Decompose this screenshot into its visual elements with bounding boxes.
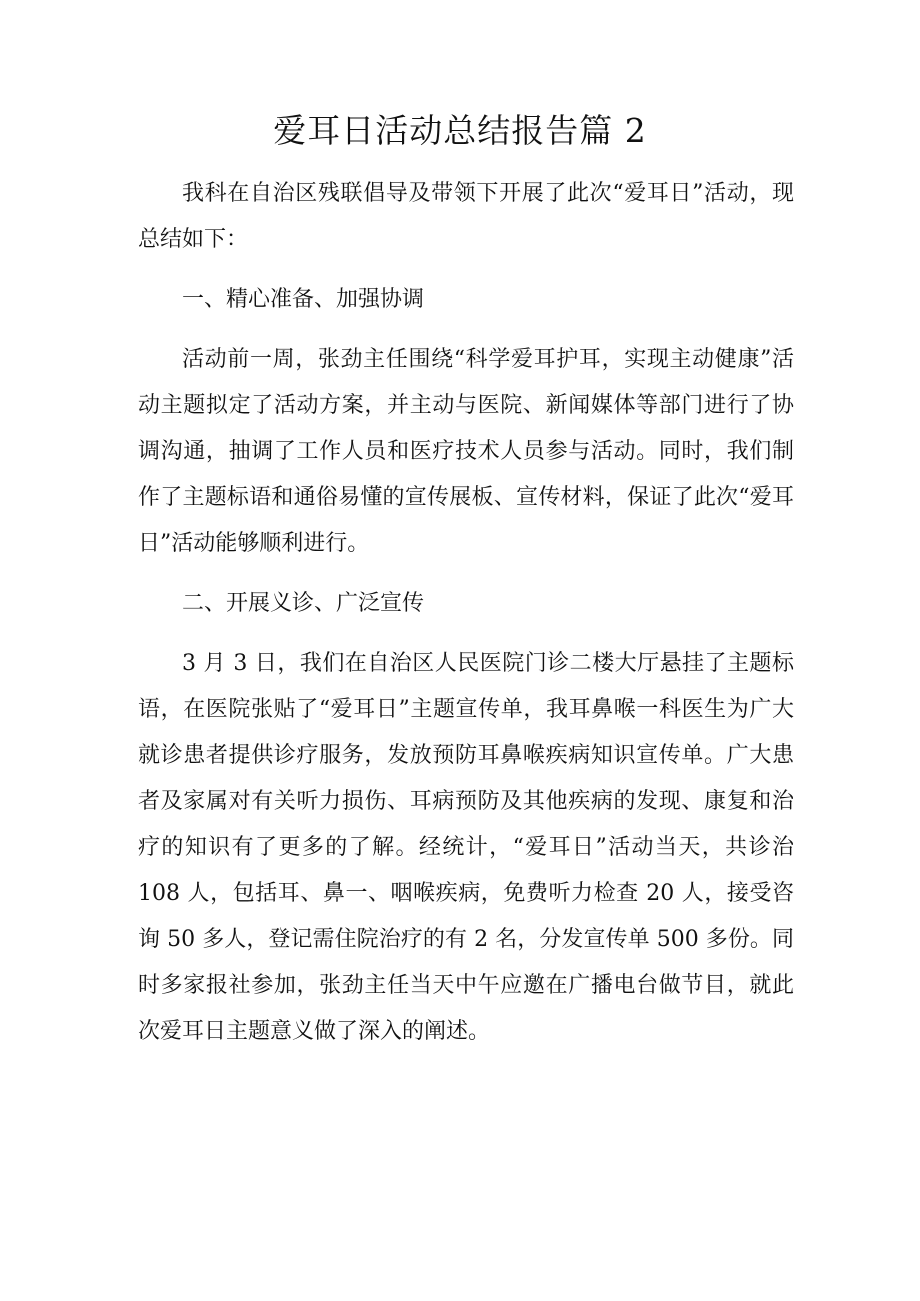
section-2-paragraph: 3 月 3 日，我们在自治区人民医院门诊二楼大厅悬挂了主题标语，在医院张贴了“爱耳日”主题宣传单，我耳鼻喉一科医生为广大就诊患者提供诊疗服务，发放预防耳鼻喉疾病知识宣传单。广大患者及家属对有关听力损伤、耳病预防及其他疾病的发现、康复和治疗的知识有了更多的了解。经统计，“爱耳日”活动当天，共诊治 108 人，包括耳、鼻一、咽喉疾病，免费听力检查 20 人，接受咨询 50 多人，登记需住院治疗的有 2 名，分发宣传单 500 多份。同时多家报社参加，张劲主任当天中午应邀在广播电台做节目，就此次爱耳日主题意义做了深入的阐述。 — [138, 651, 794, 1044]
section-1-paragraph: 活动前一周，张劲主任围绕“科学爱耳护耳，实现主动健康”活动主题拟定了活动方案，并主动与医院、新闻媒体等部门进行了协调沟通，抽调了工作人员和医疗技术人员参与活动。同时，我们制作了主题标语和通俗易懂的宣传展板、宣传材料，保证了此次“爱耳日”活动能够顺利进行。 — [138, 347, 794, 556]
document-body — [138, 171, 794, 1069]
intro-paragraph: 我科在自治区残联倡导及带领下开展了此次“爱耳日”活动，现总结如下： — [138, 181, 794, 252]
section-heading-1: 一、精心准备、加强协调 — [182, 287, 425, 312]
document-title: 爱耳日活动总结报告篇 2 — [273, 111, 647, 150]
section-heading-2: 二、开展义诊、广泛宣传 — [182, 591, 425, 616]
